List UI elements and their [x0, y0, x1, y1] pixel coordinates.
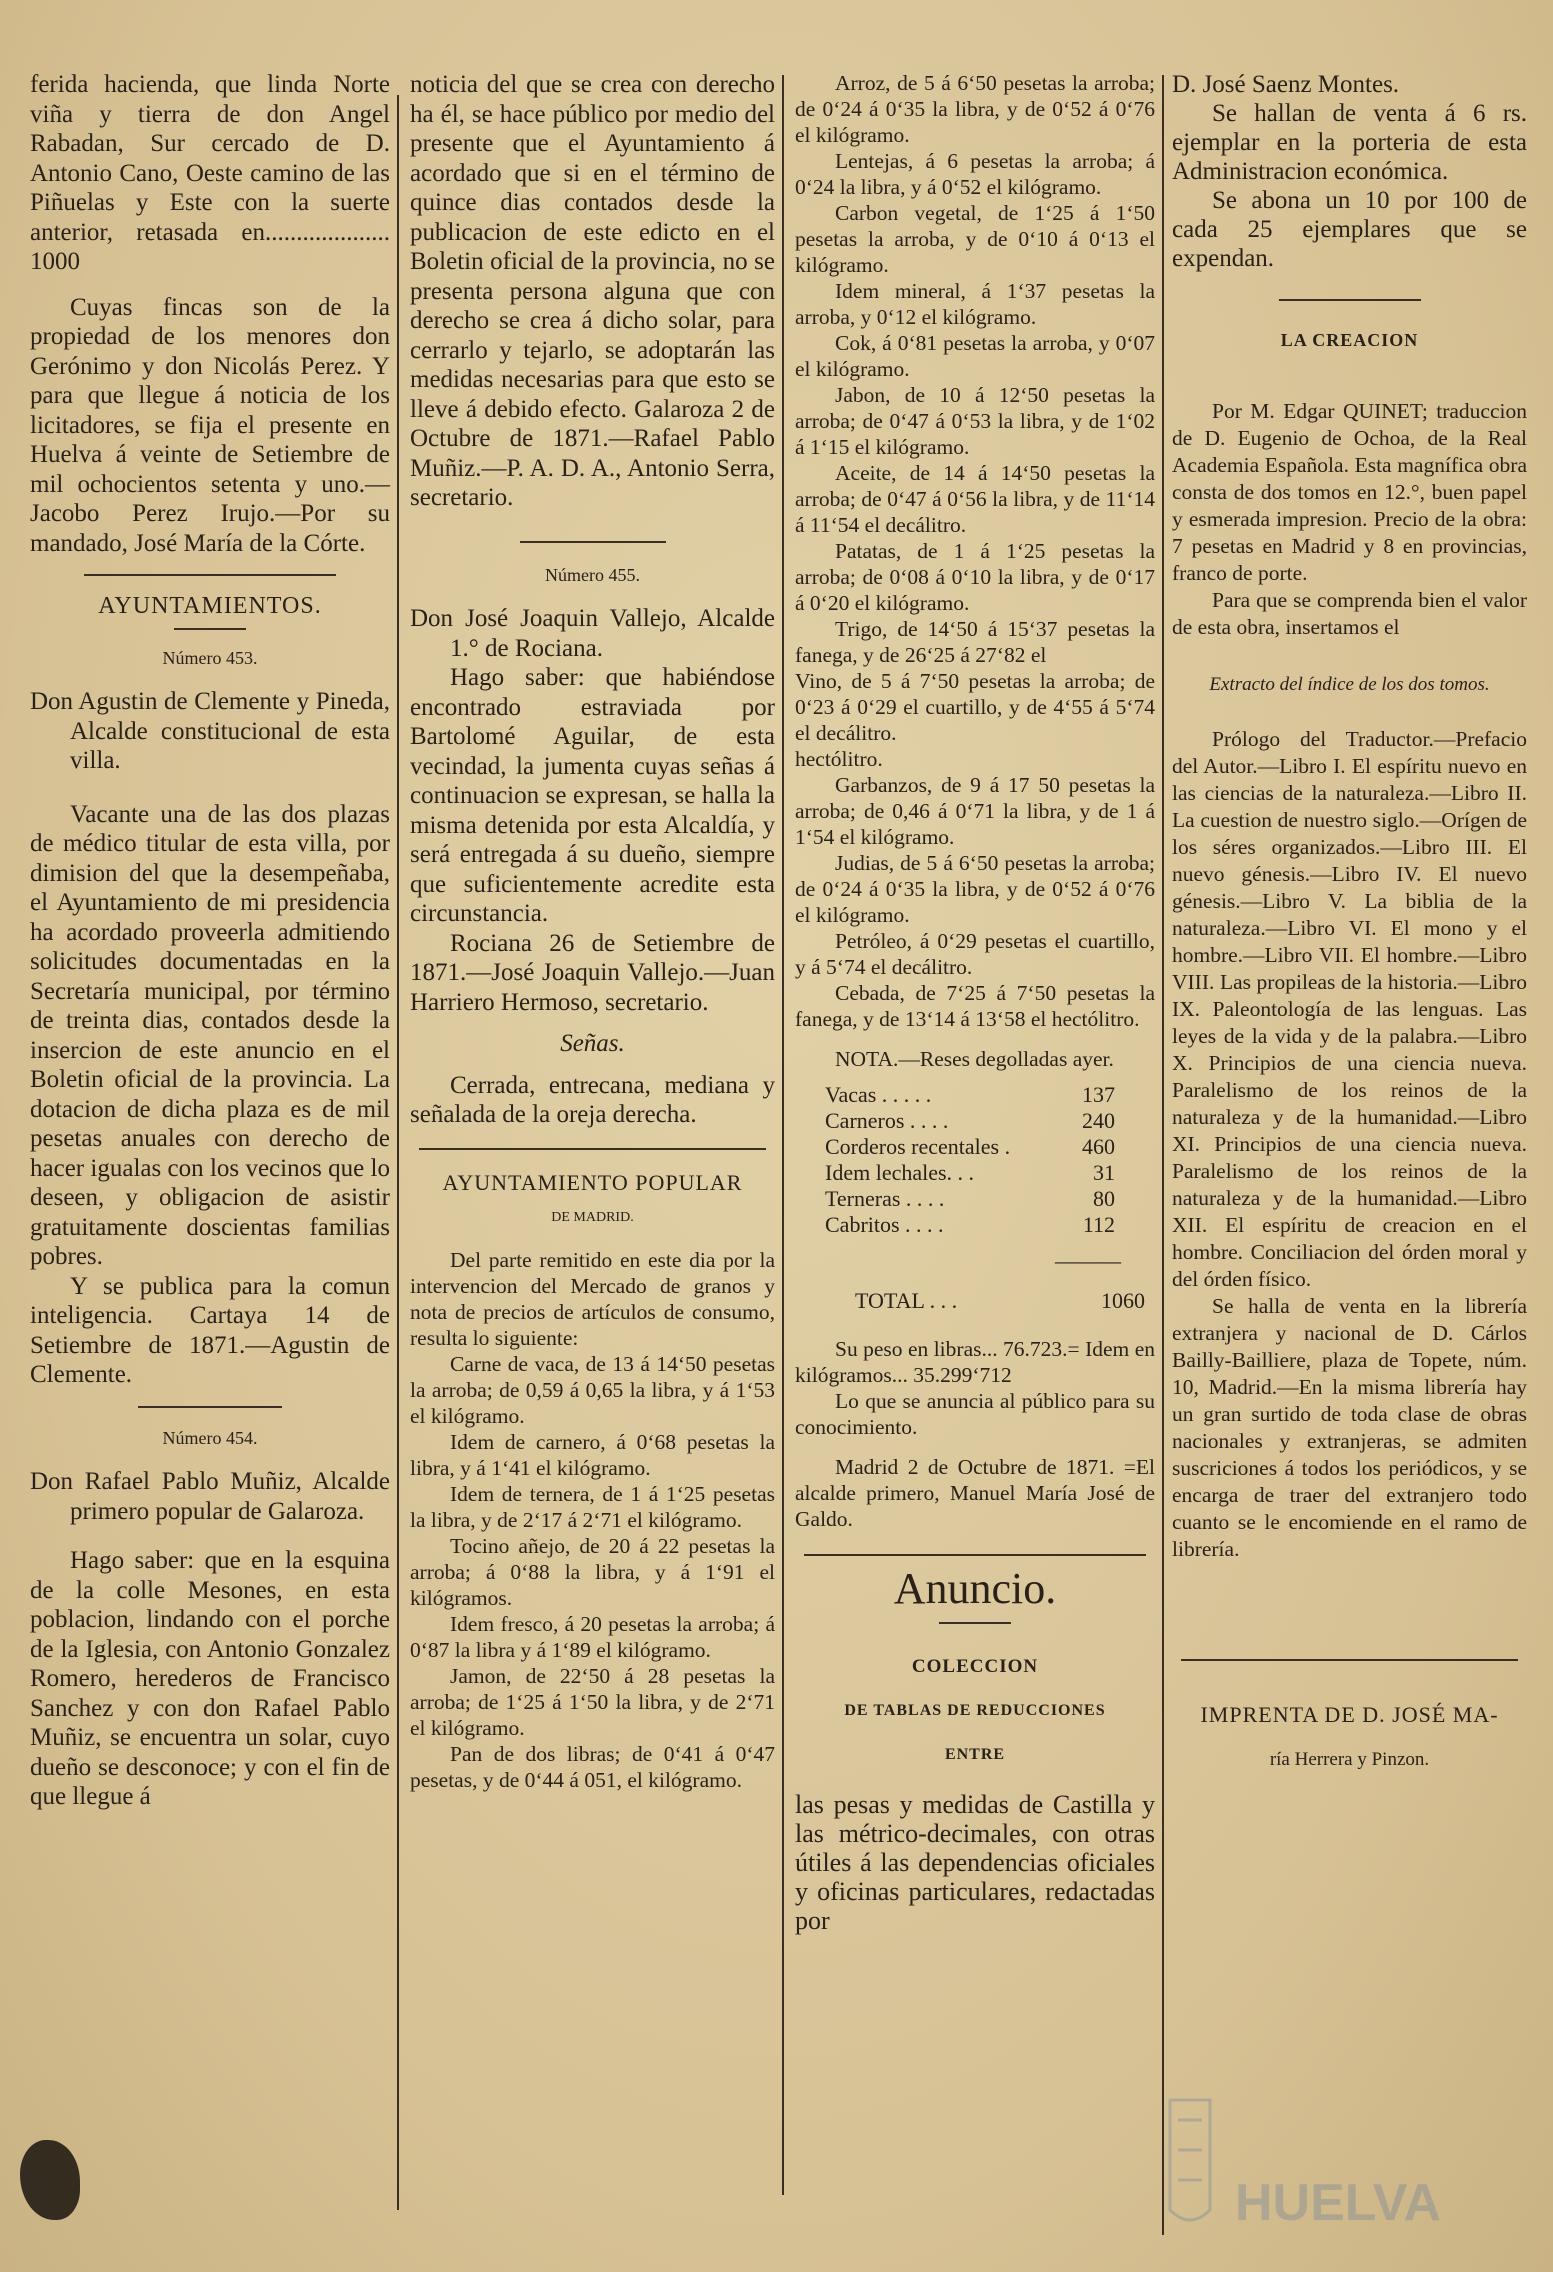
price-lentejas: Lentejas, á 6 pesetas la arroba; á 0‘24 la libra, y á 0‘52 el kilógramo.	[795, 149, 1155, 199]
author-name: D. José Saenz Montes.	[1172, 71, 1400, 98]
watermark-text: HUELVA	[1235, 2174, 1442, 2232]
price-pan: Pan de dos libras; de 0‘41 á 0‘47 pesetas, y de 0‘44 á 051, el kilógramo.	[410, 1741, 775, 1792]
table-row: Terneras . . . . 80	[825, 1186, 1115, 1211]
coleccion-heading: COLECCION	[911, 1656, 1039, 1677]
table-dashes: ———	[1055, 1248, 1121, 1273]
discount-info: Se abona un 10 por 100 de cada 25 ejemplares que se expendan.	[1172, 187, 1527, 272]
notice-453-closing: Y se publica para la comun inteligencia. Cartaya 14 de Setiembre de 1871.—Agustin de Clemente.	[30, 1272, 390, 1388]
printer-line-1: IMPRENTA DE D. JOSÉ MA-	[1200, 1702, 1499, 1727]
madrid-subheading: DE MADRID.	[551, 1210, 634, 1225]
notice-rule	[138, 1406, 282, 1408]
price-judias: Judias, de 5 á 6‘50 pesetas la arroba; de 0‘24 á 0‘35 la libra, y de 0‘52 á 0‘76 el kilógramo.	[795, 851, 1155, 927]
price-jabon: Jabon, de 10 á 12‘50 pesetas la arroba; de 0‘47 á 0‘53 la libra, y de 1‘02 á 1‘15 el kilógramo.	[795, 383, 1155, 459]
extracto-heading: Extracto del índice de los dos tomos.	[1209, 674, 1490, 695]
price-carbon-vegetal: Carbon vegetal, de 1‘25 á 1‘50 pesetas la arroba, y de 0‘10 á 0‘13 el kilógramo.	[795, 201, 1155, 277]
short-rule	[174, 628, 246, 630]
table-row: Vacas . . . . . 137	[825, 1082, 1115, 1107]
ayuntamiento-popular-heading: AYUNTAMIENTO POPULAR	[442, 1169, 743, 1195]
index-contents: Prólogo del Traductor.—Prefacio del Autor.—Libro I. El espíritu nuevo en las ciencias de la naturaleza.—Libro II. La cuestion de nuestro siglo.—Orígen de los séres organizados.—Libro III. El nuevo génesis.—Libro IV. El nuevo génesis.—Libro V. La biblia de la naturaleza.—Libro VI. El mono y el hombre.—Libro VII. El hombre.—Libro VIII. Las propileas de la historia.—Libro IX. Paleontología de las lenguas. Las leyes de la vida y de la palabra.—Libro X. Principios de una ciencia nueva. Paralelismo de los reinos de la naturaleza y de la humanidad.—Libro XI. Principios de una ciencia nueva. Paralelismo de los reinos de la naturaleza y de la humanidad.—Libro XII. El espíritu de creacion en el hombre. Conciliacion del órden moral y del órden físico.	[1172, 727, 1527, 1291]
price-tocino: Tocino añejo, de 20 á 22 pesetas la arroba; á 0‘88 la libra, y á 1‘91 el kilógramos.	[410, 1533, 775, 1610]
public-notice: Lo que se anuncia al público para su conocimiento.	[795, 1389, 1155, 1439]
tablas-heading: DE TABLAS DE REDUCCIONES	[844, 1702, 1106, 1719]
column-2	[410, 70, 775, 1793]
huelva-watermark-seal	[1150, 2060, 1490, 2250]
table-row: Cabritos . . . . 112	[825, 1212, 1115, 1237]
table-row: Corderos recentales . 460	[825, 1134, 1115, 1159]
nota-reses: NOTA.—Reses degolladas ayer.	[835, 1047, 1114, 1071]
entre-heading: ENTRE	[944, 1746, 1006, 1763]
col2-paragraph-1: noticia del que se crea con derecho ha él, se hace público por medio del presente que el Ayuntamiento á acordado que si en el término de quince dias contados desde la publicacion de este edicto en el Boletin oficial de la provincia, no se presenta persona alguna que con derecho se crea á dicho solar, para cerrarlo y tejarlo, se adoptarán las medidas necesarias para que esto se lleve á debido efecto. Galaroza 2 de Octubre de 1871.—Rafael Pablo Muñiz.—P. A. D. A., Antonio Serra, secretario.	[410, 71, 775, 511]
column-3	[795, 70, 1155, 1935]
section-heading-ayuntamientos: AYUNTAMIENTOS.	[98, 593, 322, 619]
section-rule	[419, 1148, 766, 1150]
price-cok: Cok, á 0‘81 pesetas la arroba, y 0‘07 el kilógramo.	[795, 331, 1155, 381]
table-total-row: TOTAL . . . 1060	[855, 1288, 1145, 1313]
price-carbon-mineral: Idem mineral, á 1‘37 pesetas la arroba, y 0‘12 el kilógramo.	[795, 279, 1155, 329]
weight-summary: Su peso en libras... 76.723.= Idem en kilógramos... 35.299‘712	[795, 1337, 1155, 1387]
printer-line-2: ría Herrera y Pinzon.	[1269, 1749, 1430, 1770]
column-1	[30, 70, 390, 1812]
col1-paragraph-1: ferida hacienda, que linda Norte viña y tierra de don Angel Rabadan, Sur cercado de D. Antonio Cano, Oeste camino de las Piñuelas y Este con la suerte anterior, retasada en.................... 1000	[30, 71, 390, 275]
anuncio-heading: Anuncio.	[893, 1564, 1057, 1613]
notice-455-closing: Rociana 26 de Setiembre de 1871.—José Joaquin Vallejo.—Juan Harriero Hermoso, secretario.	[410, 929, 775, 1016]
bookstore-info: Se halla de venta en la librería extranjera y nacional de D. Cárlos Bailly-Bailliere, plaza de Topete, núm. 10, Madrid.—En la misma librería hay un gran surtido de toda clase de obras nacionales y extranjeras, se admiten suscriciones á todos los periódicos, y se encarga de traer del extranjero todo cuanto se le encomiende en el ramo de librería.	[1172, 1294, 1527, 1561]
notice-453-body: Vacante una de las dos plazas de médico titular de esta villa, por dimision del que la desempeñaba, el Ayuntamiento de mi presidencia ha acordado proveerla admitiendo solicitudes documentadas en la Secretaría municipal, por término de treinta dias, contados desde la insercion de este anuncio en el Boletin oficial de la provincia. La dotacion de dicha plaza es de mil pesetas anuales con derecho de hacer igualas con los vecinos que lo deseen, y obligacion de asistir gratuitamente doscientas familias pobres.	[30, 800, 390, 1270]
sale-info: Se hallan de venta á 6 rs. ejemplar en la porteria de esta Administracion económica.	[1172, 100, 1527, 185]
notice-454-body: Hago saber: que en la esquina de la colle Mesones, en esta poblacion, lindando con el porche de la Iglesia, con Antonio Gonzalez Romero, herederos de Francisco Sanchez y con don Rafael Pablo Muñiz, se encuentra un solar, cuyo dueño se desconoce; y con el fin de que llegue á	[30, 1547, 390, 1810]
notice-number-454: Número 454.	[162, 1427, 258, 1448]
price-arroz: Arroz, de 5 á 6‘50 pesetas la arroba; de 0‘24 á 0‘35 la libra, y de 0‘52 á 0‘76 el kilógramo.	[795, 71, 1155, 147]
price-tocino-fresco: Idem fresco, á 20 pesetas la arroba; á 0‘87 la libra y á 1‘89 el kilógramo.	[410, 1611, 775, 1662]
price-garbanzos: Garbanzos, de 9 á 17 50 pesetas la arroba; de 0,46 á 0‘71 la libra, y de 1 á 1‘54 el kilógramo.	[795, 773, 1155, 849]
price-petroleo: Petróleo, á 0‘29 pesetas el cuartillo, y á 5‘74 el decálitro.	[795, 929, 1155, 979]
price-vino: Vino, de 5 á 7‘50 pesetas la arroba; de 0‘23 á 0‘29 el cuartillo, y de 4‘55 á 5‘74 el decálitro.	[795, 669, 1155, 745]
notice-number-453: Número 453.	[162, 647, 258, 668]
market-intro: Del parte remitido en este dia por la intervencion del Mercado de granos y nota de precios de artículos de consumo, resulta lo siguiente:	[410, 1247, 775, 1350]
creacion-description: Por M. Edgar QUINET; traduccion de D. Eugenio de Ochoa, de la Real Academia Española. Esta magnífica obra consta de dos tomos en 12.°, buen papel y esmerada impresion. Precio de la obra: 7 pesetas en Madrid y 8 en provincias, franco de porte.	[1172, 399, 1527, 585]
notice-454-heading: Don Rafael Pablo Muñiz, Alcalde primero popular de Galaroza.	[30, 1468, 390, 1525]
madrid-signature: Madrid 2 de Octubre de 1871. =El alcalde primero, Manuel María José de Galdo.	[795, 1455, 1155, 1531]
notice-rule	[520, 541, 666, 543]
column-divider-1	[397, 95, 399, 2210]
price-ternera: Idem de ternera, de 1 á 1‘25 pesetas la libra, y de 2‘17 á 2‘71 el kilógramo.	[410, 1481, 775, 1532]
price-cebada: Cebada, de 7‘25 á 7‘50 pesetas la fanega, y de 13‘14 á 13‘58 el hectólitro.	[795, 981, 1155, 1031]
notice-453-heading: Don Agustin de Clemente y Pineda, Alcalde constitucional de esta villa.	[30, 688, 390, 774]
notice-rule	[1279, 299, 1421, 301]
price-aceite: Aceite, de 14 á 14‘50 pesetas la arroba; de 0‘47 á 0‘56 la libra, y de 11‘14 á 11‘54 el decálitro.	[795, 461, 1155, 537]
price-jamon: Jamon, de 22‘50 á 28 pesetas la arroba; de 1‘25 á 1‘50 la libra, y de 2‘71 el kilógramo.	[410, 1663, 775, 1740]
table-row: Carneros . . . . 240	[825, 1108, 1115, 1133]
section-rule	[84, 574, 336, 576]
price-carne-vaca: Carne de vaca, de 13 á 14‘50 pesetas la arroba; de 0,59 á 0,65 la libra, y á 1‘53 el kilógramo.	[410, 1351, 775, 1428]
price-hectolitro: hectólitro.	[795, 747, 883, 771]
senas-heading: Señas.	[560, 1030, 625, 1057]
price-trigo: Trigo, de 14‘50 á 15‘37 pesetas la fanega, y de 26‘25 á 27‘82 el	[795, 617, 1155, 667]
senas-description: Cerrada, entrecana, mediana y señalada de la oreja derecha.	[410, 1071, 775, 1128]
section-rule	[1181, 1659, 1518, 1661]
column-4	[1172, 70, 1527, 1773]
table-row: Idem lechales. . . 31	[825, 1160, 1115, 1185]
coleccion-description: las pesas y medidas de Castilla y las métrico-decimales, con otras útiles á las dependencias oficiales y oficinas particulares, redactadas por	[795, 1790, 1155, 1935]
col1-paragraph-2: Cuyas fincas son de la propiedad de los menores don Gerónimo y don Nicolás Perez. Y para que llegue á noticia de los licitadores, se fija el presente en Huelva á veinte de Setiembre de mil ochocientos setenta y uno.—Jacobo Perez Irujo.—Por su mandado, José María de la Córte.	[30, 293, 390, 557]
short-rule	[939, 1622, 1011, 1624]
column-divider-3	[1162, 75, 1164, 2235]
price-patatas: Patatas, de 1 á 1‘25 pesetas la arroba; de 0‘08 á 0‘10 la libra, y de 0‘17 á 0‘20 el kilógramo.	[795, 539, 1155, 615]
notice-455-body: Hago saber: que habiéndose encontrado estraviada por Bartolomé Aguilar, de esta vecindad, la jumenta cuyas señas á continuacion se expresan, se halla la misma detenida por esta Alcaldía, y será entregada á su dueño, siempre que suficientemente acredite esta circunstancia.	[410, 664, 775, 927]
slaughter-table	[825, 1082, 1155, 1314]
ink-blot	[20, 2140, 80, 2220]
section-rule	[804, 1554, 1146, 1556]
creacion-intro: Para que se comprenda bien el valor de esta obra, insertamos el	[1172, 588, 1527, 639]
notice-number-455: Número 455.	[545, 564, 640, 585]
la-creacion-heading: LA CREACION	[1280, 330, 1419, 350]
column-divider-2	[782, 75, 784, 2195]
notice-455-heading: Don José Joaquin Vallejo, Alcalde 1.° de Rociana.	[410, 605, 775, 662]
price-carnero: Idem de carnero, á 0‘68 pesetas la libra, y á 1‘41 el kilógramo.	[410, 1429, 775, 1480]
